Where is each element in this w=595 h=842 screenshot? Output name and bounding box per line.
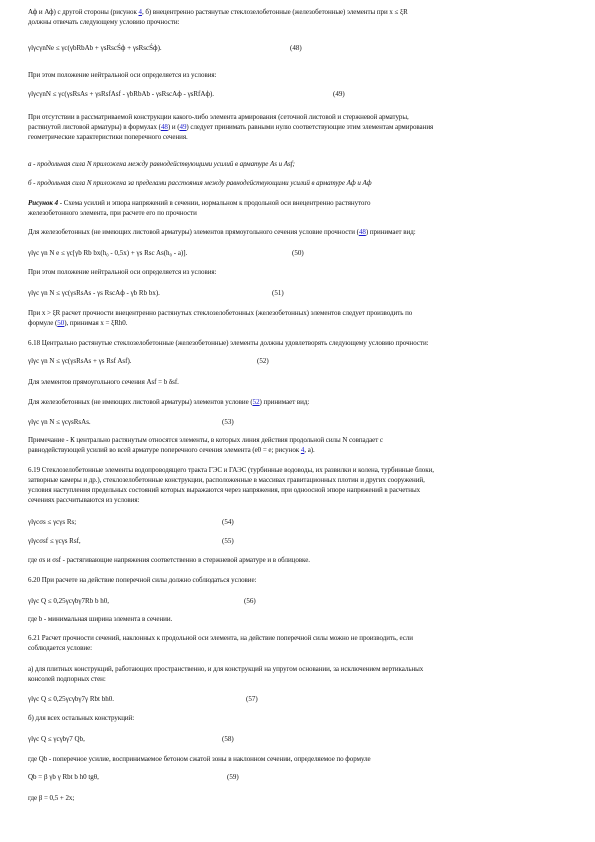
- paragraph-line: При отсутствии в рассматриваемой конструкции какого-либо элемента армирования (сеточной листовой и стержневой арматуры,: [28, 113, 409, 121]
- paragraph-line: При x > ξR расчет прочности внецентренно растянутых стеклозелобетонных (железобетонных) элементов следует производить по: [28, 309, 413, 317]
- formula-53: γlγc γn N ≤ γcγsRsAs.: [28, 418, 91, 426]
- figure-caption: Рисунок 4 - Схема усилий и эпюра напряжений в сечении, нормальном к продольной оси внецентренно растянутого: [28, 199, 371, 207]
- paragraph: Для железобетонных (не имеющих листовой арматуры) элементов прямоугольного сечения условие прочности (48) принимает вид:: [28, 228, 416, 236]
- ref-link-formula-52[interactable]: 52: [252, 398, 260, 406]
- paragraph: 6.20 При расчете на действие поперечной силы должно соблюдаться условие:: [28, 576, 257, 584]
- paragraph-line: сечениях рассчитываются из условия:: [28, 496, 140, 504]
- paragraph: При этом положение нейтральной оси определяется из условия:: [28, 268, 217, 276]
- formula-51: γlγc γn N ≤ γc(γsRsAs - γs RscAф - γb Rb bx).: [28, 289, 160, 297]
- ref-link-formula-48[interactable]: 48: [160, 123, 168, 131]
- formula-number-57: (57): [246, 695, 258, 703]
- formula-54: γlγcσs ≤ γcγs Rs;: [28, 518, 77, 526]
- ref-link-formula-48[interactable]: 48: [358, 228, 366, 236]
- paragraph-line: геометрические характеристики поперечного сечения.: [28, 133, 188, 141]
- formula-number-59: (59): [227, 773, 239, 781]
- formula-number-56: (56): [244, 597, 256, 605]
- formula-57: γlγc Q ≤ 0,25γcγbγ7γ Rbt bh0.: [28, 695, 114, 703]
- formula-number-55: (55): [222, 537, 234, 545]
- paragraph-line: 6.21 Расчет прочности сечений, наклонных к продольной оси элемента, на действие поперечной силы можно не производить, если: [28, 634, 413, 642]
- ref-link-formula-50[interactable]: 50: [57, 319, 65, 327]
- formula-number-52: (52): [257, 357, 269, 365]
- paragraph-line: растянутой листовой арматуры) в формулах (48) и (49) следует принимать равными нулю соответствующие этим элементам армирования: [28, 123, 434, 131]
- paragraph-line: консолей подпорных стен:: [28, 675, 106, 683]
- formula-number-51: (51): [272, 289, 284, 297]
- paragraph: б) для всех остальных конструкций:: [28, 714, 135, 722]
- paragraph: Для элементов прямоугольного сечения Asf = b δsf.: [28, 378, 179, 386]
- paragraph-line: 6.19 Стеклозелобетонные элементы водопроводящего тракта ГЭС и ГАЭС (турбинные водоводы, их развилки и колена, турбинные блоки,: [28, 466, 434, 474]
- formula-number-53: (53): [222, 418, 234, 426]
- paragraph: где β = 0,5 + 2x;: [28, 794, 75, 802]
- paragraph: где σs и σsf - растягивающие напряжения соответственно в стержневой арматуре и в облицовке.: [28, 556, 310, 564]
- note-line: Примечание - К центрально растянутым относятся элементы, в которых линия действия продольной силы N совпадает с: [28, 436, 383, 444]
- formula-58: γlγc Q ≤ γcγbγ7 Qb,: [28, 735, 85, 743]
- note-line: равнодействующей усилий во всей арматуре поперечного сечения элемента (е0 = е; рисунок 4, а).: [28, 446, 315, 454]
- paragraph: где Qb - поперечное усилие, воспринимаемое бетоном сжатой зоны в наклонном сечении, определяемое по формуле: [28, 755, 371, 763]
- figure-legend-b: б - продольная сила N приложена за пределами расстояния между равнодействующими усилий в арматуре Аф и Аф: [28, 179, 372, 187]
- paragraph-line: должны отвечать следующему условию прочности:: [28, 18, 180, 26]
- formula-number-49: (49): [333, 90, 345, 98]
- paragraph-line: формуле (50), принимая x = ξRh0.: [28, 319, 128, 327]
- formula-52: γlγc γn N ≤ γc(γsRsAs + γs Rsf Asf).: [28, 357, 132, 365]
- formula-number-50: (50): [292, 249, 304, 257]
- formula-49: γlγcγnN ≤ γc(γsRsAs + γsRsfAsf - γbRbAb - γsRscAф - γsRfAф).: [28, 90, 215, 98]
- formula-56: γlγc Q ≤ 0,25γcγbγ7Rb b h0,: [28, 597, 109, 605]
- paragraph-line: условия наступления предельных состояний которых выражаются через напряжения, при одноосной эпюре напряжений в расчетных: [28, 486, 421, 494]
- formula-55: γlγcσsf ≤ γcγs Rsf,: [28, 537, 81, 545]
- formula-59: Qb = β γb γ Rbt b h0 tgθ,: [28, 773, 99, 781]
- paragraph: Для железобетонных (не имеющих листовой арматуры) элементов условие (52) принимает вид:: [28, 398, 310, 406]
- paragraph: При этом положение нейтральной оси определяется из условия:: [28, 71, 217, 79]
- formula-number-54: (54): [222, 518, 234, 526]
- paragraph-line: соблюдается условие:: [28, 644, 93, 652]
- figure-legend-a: а - продольная сила N приложена между равнодействующими усилий в арматуре Аs и Аsf;: [28, 160, 295, 168]
- ref-link-figure-4[interactable]: 4: [138, 8, 142, 16]
- paragraph: Аф и Аф) с другой стороны (рисунок 4, б) внецентренно растянутые стеклозелобетонные (железобетонные) элементы при х ≤ ξR: [28, 8, 408, 16]
- formula-number-48: (48): [290, 44, 302, 52]
- paragraph: где b - минимальная ширина элемента в сечении.: [28, 615, 173, 623]
- paragraph-line: затворные камеры и др.), стеклозелобетонные конструкции, расположенные в массивах гравитационных плотин и других сооружений,: [28, 476, 425, 484]
- ref-link-figure-4[interactable]: 4: [300, 446, 305, 454]
- paragraph: 6.18 Центрально растянутые стеклозелобетонные (железобетонные) элементы должны удовлетворять следующему условию прочности:: [28, 339, 429, 347]
- figure-caption-line: железобетонного элемента, при расчете его по прочности: [28, 209, 197, 217]
- paragraph-line: а) для плитных конструкций, работающих пространственно, и для конструкций на упругом основании, за исключением вертикальных: [28, 665, 424, 673]
- formula-number-58: (58): [222, 735, 234, 743]
- formula-50: γlγc γn N e ≤ γc[γb Rb bx(h₀ - 0,5x) + γs Rsc As(h₀ - a)].: [28, 249, 188, 257]
- formula-48: γlγcγnNe ≤ γc(γbRbAb + γsRscŚф + γsRsсŚф).: [28, 44, 162, 52]
- ref-link-formula-49[interactable]: 49: [179, 123, 187, 131]
